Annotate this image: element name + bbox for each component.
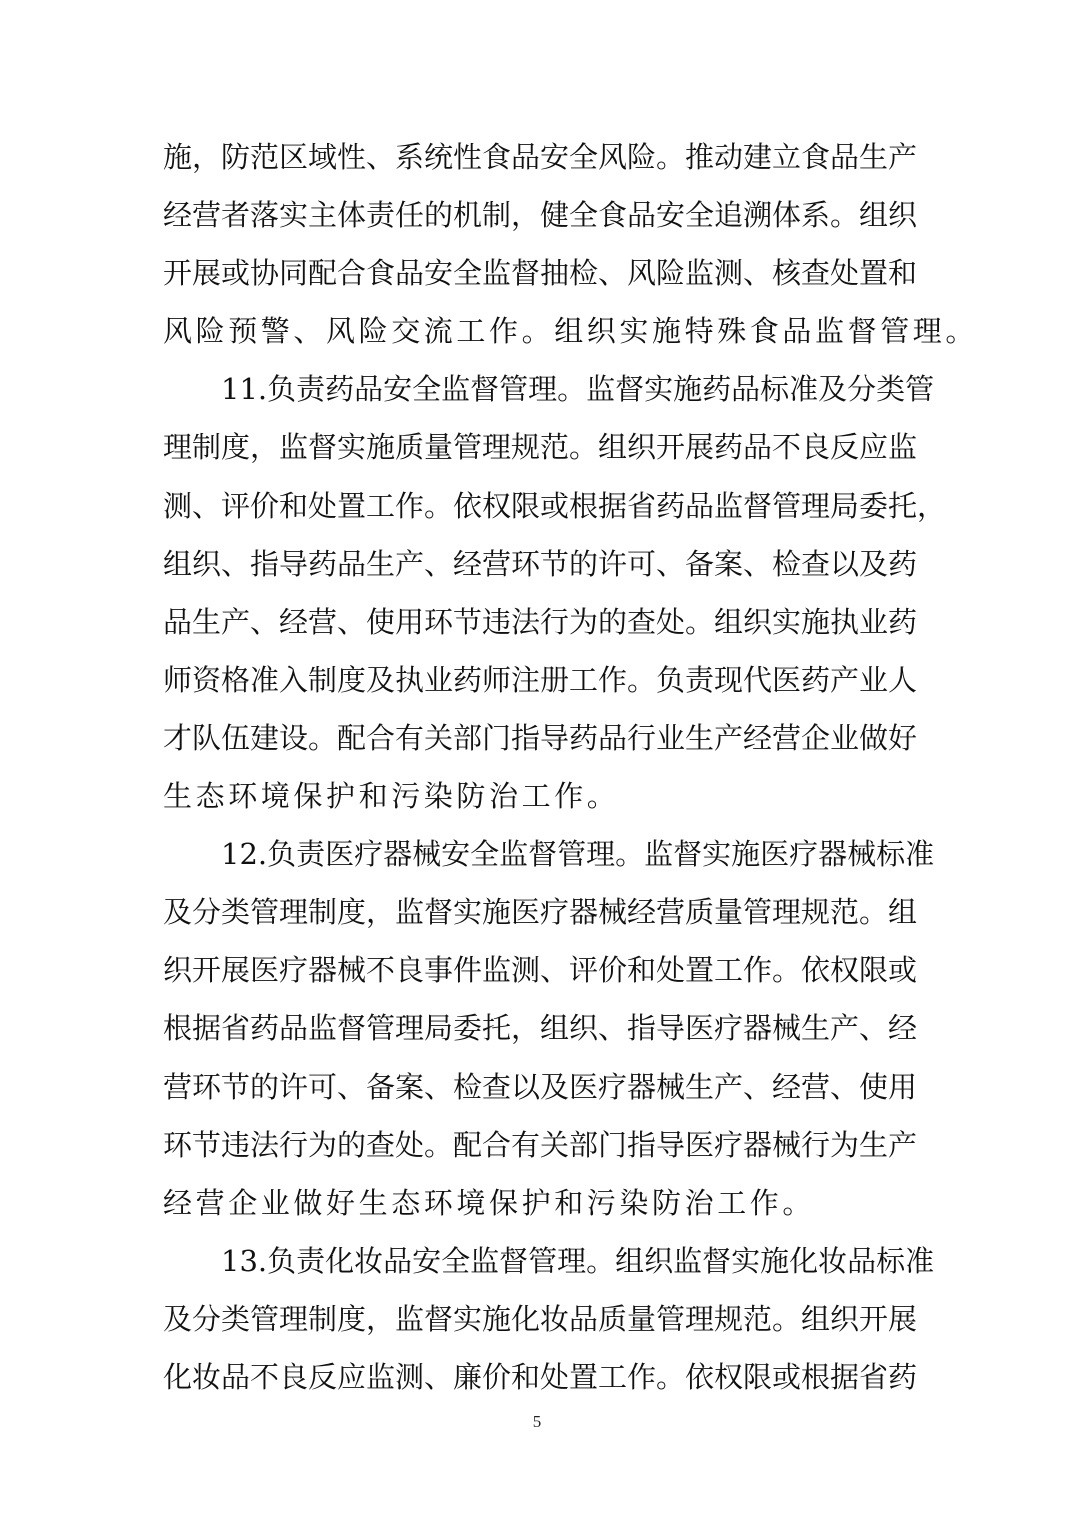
text-line: 测、评价和处置工作。依权限或根据省药品监督管理局委托， [163, 488, 947, 523]
text-line: 理制度，监督实施质量管理规范。组织开展药品不良反应监 [163, 430, 918, 465]
text-line: 织开展医疗器械不良事件监测、评价和处置工作。依权限或 [163, 953, 918, 988]
text-line: 经营者落实主体责任的机制，健全食品安全追溯体系。组织 [163, 198, 918, 233]
text-line: 组织、指导药品生产、经营环节的许可、备案、检查以及药 [163, 546, 918, 581]
text-line: 才队伍建设。配合有关部门指导药品行业生产经营企业做好 [163, 720, 918, 755]
text-line: 营环节的许可、备案、检查以及医疗器械生产、经营、使用 [163, 1069, 918, 1104]
text-line: 施，防范区域性、系统性食品安全风险。推动建立食品生产 [163, 140, 918, 174]
text-line: 及分类管理制度，监督实施化妆品质量管理规范。组织开展 [163, 1301, 918, 1336]
page-number: 5 [532, 1412, 542, 1431]
text-line: 开展或协同配合食品安全监督抽检、风险监测、核查处置和 [163, 256, 918, 291]
text-line: 风险预警、风险交流工作。组织实施特殊食品监督管理。 [163, 314, 979, 349]
text-line: 环节违法行为的查处。配合有关部门指导医疗器械行为生产 [163, 1127, 918, 1162]
text-line: 根据省药品监督管理局委托，组织、指导医疗器械生产、经 [163, 1011, 918, 1046]
text-line: 生态环境保护和污染防治工作。 [163, 779, 620, 814]
document-body [163, 128, 979, 1406]
text-line: 经营企业做好生态环境保护和污染防治工作。 [163, 1185, 816, 1220]
paragraph-12-first-line: 12.负责医疗器械安全监督管理。监督实施医疗器械标准 [221, 837, 935, 872]
text-line: 师资格准入制度及执业药师注册工作。负责现代医药产业人 [163, 662, 918, 697]
paragraph-11-first-line: 11.负责药品安全监督管理。监督实施药品标准及分类管 [221, 372, 935, 407]
text-line: 及分类管理制度，监督实施医疗器械经营质量管理规范。组 [163, 895, 918, 930]
paragraph-13-first-line: 13.负责化妆品安全监督管理。组织监督实施化妆品标准 [221, 1243, 935, 1278]
text-line: 化妆品不良反应监测、廉价和处置工作。依权限或根据省药 [163, 1359, 918, 1394]
text-line: 品生产、经营、使用环节违法行为的查处。组织实施执业药 [163, 604, 918, 639]
